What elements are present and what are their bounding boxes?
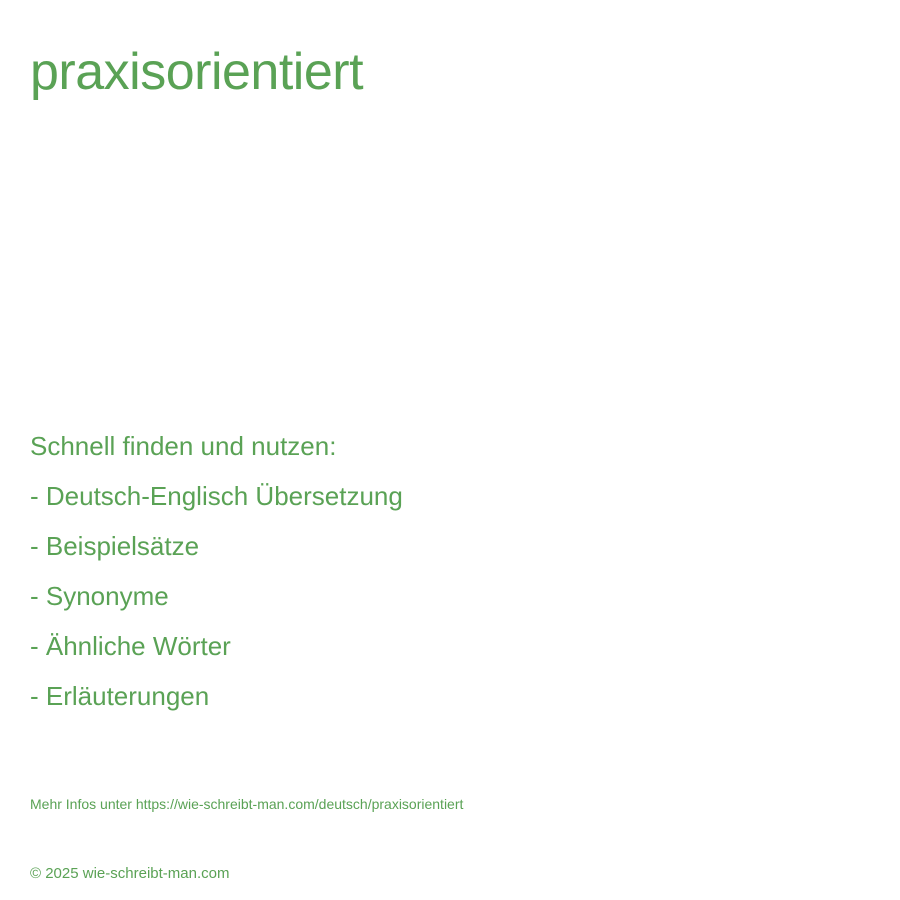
feature-item-synonyms: - Synonyme <box>30 581 169 611</box>
feature-item-example-sentences: - Beispielsätze <box>30 531 200 561</box>
page-title: praxisorientiert <box>30 43 364 101</box>
feature-item-similar-words: - Ähnliche Wörter <box>30 631 231 661</box>
more-info-line <box>30 794 463 814</box>
feature-list <box>30 421 403 721</box>
copyright-notice: © 2025 wie-schreibt-man.com <box>30 865 230 882</box>
more-info-link[interactable]: https://wie-schreibt-man.com/deutsch/praxisorientiert <box>135 796 464 812</box>
more-info-prefix: Mehr Infos unter <box>30 796 136 812</box>
feature-item-explanations: - Erläuterungen <box>30 681 210 711</box>
feature-list-intro: Schnell finden und nutzen: <box>30 431 337 461</box>
feature-item-translation: - Deutsch-Englisch Übersetzung <box>30 481 403 511</box>
